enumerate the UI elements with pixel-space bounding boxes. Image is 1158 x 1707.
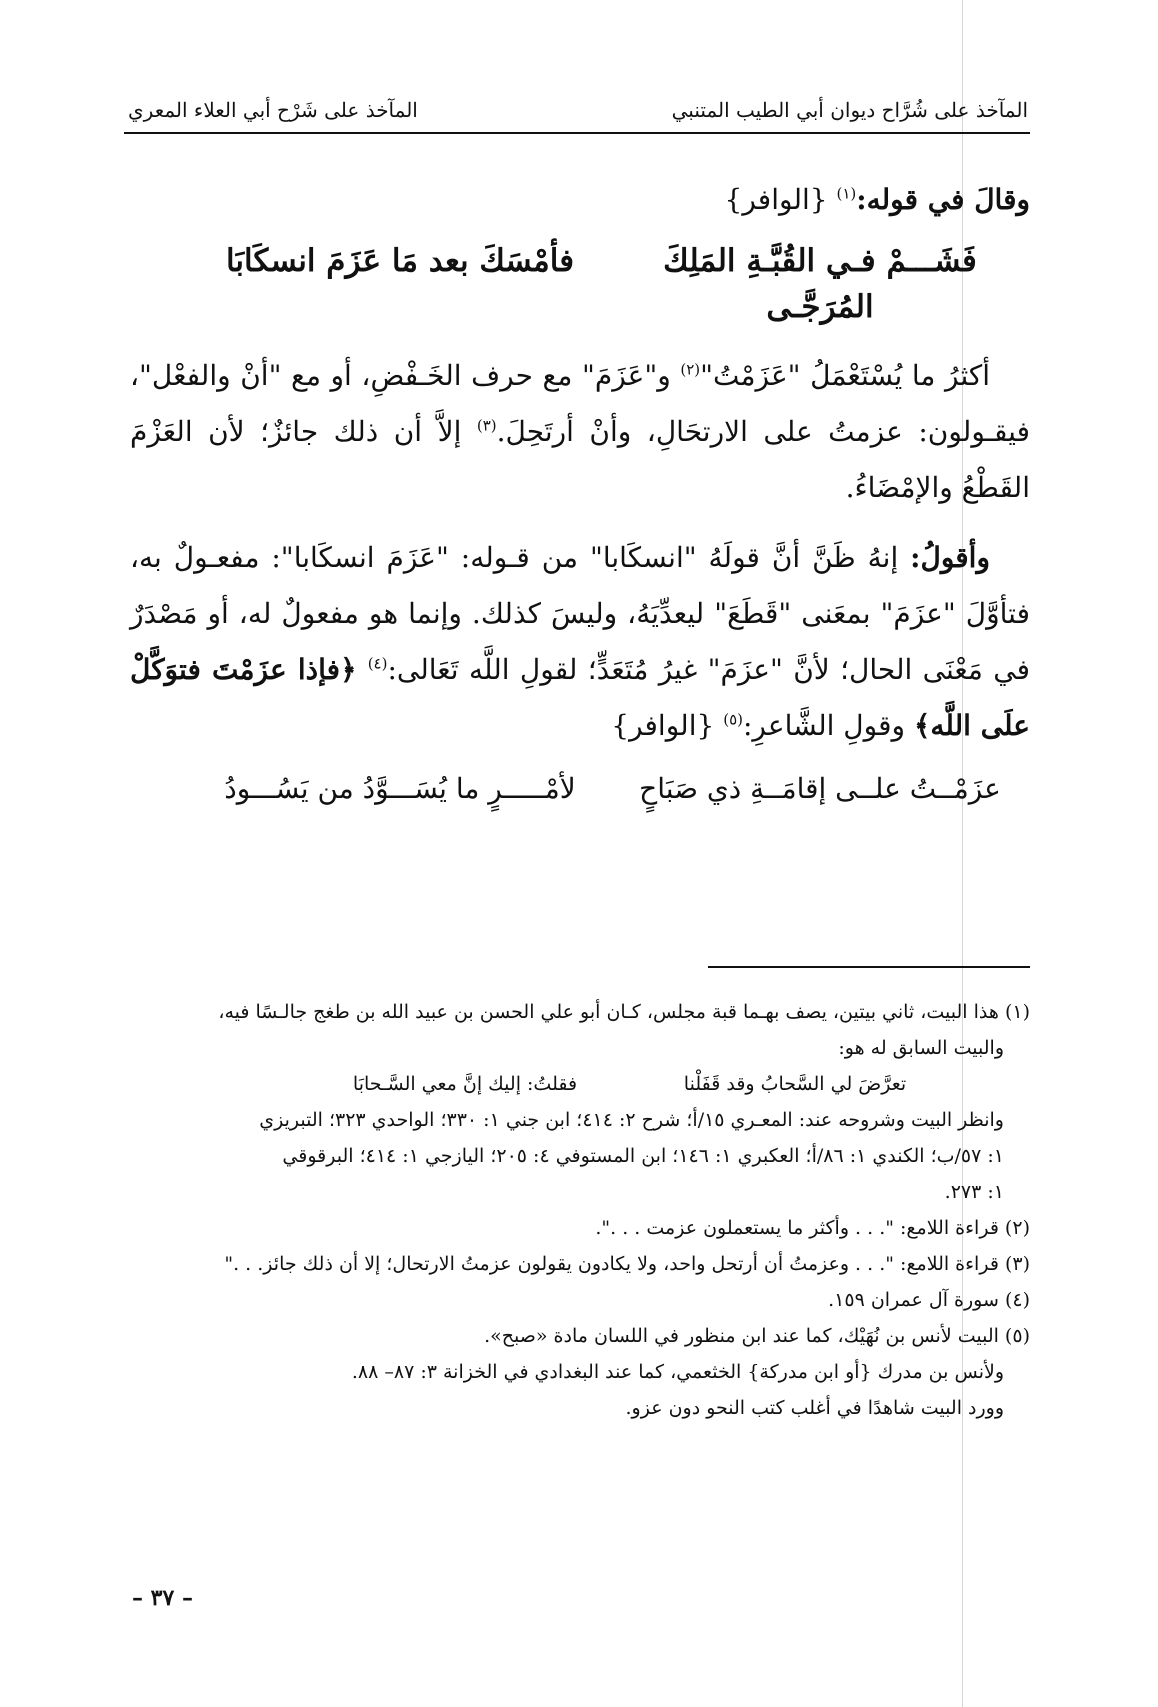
- verse-quoted: [130, 768, 1030, 810]
- verse-main-hemistich-2: فأمْسَكَ بعد مَا عَزَمَ انسكَابَا: [225, 243, 575, 279]
- header-rule: [124, 132, 1030, 134]
- meter-label: {الوافر}: [724, 183, 828, 216]
- running-header: [128, 90, 1028, 130]
- footnote-ref-1[interactable]: (١): [836, 184, 857, 203]
- para2-part2: وقولِ الشَّاعرِ:: [743, 709, 914, 742]
- footnote-1: (١) هذا البيت، ثاني بيتين، يصف بهـما قبة مجلس، كـان أبو علي الحسن بن عبيد الله بن طغج جالـسًا فيه،: [218, 1001, 1030, 1023]
- verse-quoted-hemistich-1: عزَمْــتُ علــى إقامَــةِ ذي صَبَاحٍ: [639, 772, 1001, 805]
- footnote-ref-4[interactable]: (٤): [367, 654, 388, 673]
- para1-part1: أكثرُ ما يُسْتَعْمَلُ "عَزَمْتُ": [700, 359, 991, 392]
- footnote-verse-hemistich-1: تعرَّضَ لي السَّحابُ وقد قَفَلْنا: [683, 1073, 907, 1095]
- verse-main-hemistich-1: فَشَـــمْ فـي القُبَّـةِ المَلِكَ المُرَجَّـى: [663, 243, 977, 325]
- footnote-1-sources: وانظر البيت وشروحه عند: المعـري ١٥/أ؛ شرح ٢: ٤١٤؛ ابن جني ١: ٣٣٠؛ الواحدي ٣٢٣؛ التبريزي: [259, 1109, 1004, 1131]
- footnote-3: (٣) قراءة اللامع: ". . . وعزمتُ أن أرتحل واحد، ولا يكادون يقولون عزمتُ الارتحال؛ إلا أن ذلك جائز. . .": [224, 1253, 1030, 1275]
- footnotes: [124, 994, 1030, 1426]
- quran-quote: ﴿فإذا عزَمْتَ فتوَكَّلْ علَى اللَّه﴾: [130, 653, 1030, 742]
- footnote-5-cont-2: وورد البيت شاهدًا في أغلب كتب النحو دون عزو.: [625, 1397, 1004, 1419]
- meter-label-2: {الوافر}: [611, 709, 715, 742]
- footnote-1-cont: والبيت السابق له هو:: [838, 1037, 1004, 1059]
- intro-lead: وقالَ في قوله:: [856, 183, 1030, 216]
- intro-line: [130, 180, 1030, 220]
- para2-lead: وأقولُ:: [910, 541, 990, 574]
- header-book-title: المآخذ على شُرَّاح ديوان أبي الطيب المتنبي: [671, 98, 1028, 122]
- footnote-2: (٢) قراءة اللامع: ". . . وأكثر ما يستعملون عزمت . . .".: [595, 1217, 1030, 1239]
- verse-quoted-hemistich-2: لأمْـــــرٍ ما يُسَـــوَّدُ من يَسُـــودُ: [224, 772, 576, 805]
- paragraph-commentary: [130, 348, 1030, 516]
- footnote-rule: [708, 966, 1030, 968]
- main-text: [130, 180, 1030, 828]
- footnote-ref-5[interactable]: (٥): [723, 710, 743, 729]
- header-section-title: المآخذ على شَرْح أبي العلاء المعري: [128, 98, 418, 122]
- footnote-ref-3[interactable]: (٣): [476, 416, 497, 435]
- footnote-verse-hemistich-2: فقلتُ: إليك إنَّ معي السَّـحابَا: [352, 1073, 578, 1095]
- paragraph-response: [130, 530, 1030, 754]
- para2-part1: إنهُ ظَنَّ أنَّ قولَهُ "انسكَابا" من قـوله: "عَزَمَ انسكَابا": مفعـولٌ به، فتأوَّلَ "عزَمَ" بمعَنى "قَطَعَ" ليعدِّيَهُ، وليسَ كذلك. وإنما هو مفعولٌ له، أو مَصْدَرٌ في مَعْنَى الحال؛ لأنَّ "عزَمَ" غيرُ مُتَعَدٍّ؛ لقولِ اللَّه تَعَالى:: [130, 541, 1031, 686]
- page-number: – ٣٧ –: [132, 1585, 193, 1611]
- para1-part2: و"عَزَمَ" مع حرف الخَـفْضِ، أو مع "أنْ والفعْل"، فيقـولون: عزمتُ على الارتحَالِ، وأنْ أرتَحِلَ.: [130, 359, 1030, 448]
- para1-part3: إلاَّ أن ذلك جائزٌ؛ لأن العَزْمَ القَطْعُ والإمْضَاءُ.: [130, 415, 1030, 504]
- footnote-5-cont: ولأنس بن مدرك {أو ابن مدركة} الخثعمي، كما عند البغدادي في الخزانة ٣: ٨٧– ٨٨.: [351, 1361, 1004, 1383]
- footnote-1-sources-2: ١: ٥٧/ب؛ الكندي ١: ٨٦/أ؛ العكبري ١: ١٤٦؛ ابن المستوفي ٤: ٢٠٥؛ اليازجي ١: ٤١٤؛ البرقوقي: [282, 1145, 1004, 1167]
- footnote-ref-2[interactable]: (٢): [680, 360, 701, 379]
- footnote-4: (٤) سورة آل عمران ١٥٩.: [828, 1289, 1030, 1311]
- footnote-1-verse: [124, 1066, 960, 1102]
- verse-main: [130, 238, 1030, 330]
- footnote-5: (٥) البيت لأنس بن نُهَيْك، كما عند ابن منظور في اللسان مادة «صبح».: [484, 1325, 1030, 1347]
- footnote-1-sources-3: ١: ٢٧٣.: [944, 1181, 1004, 1203]
